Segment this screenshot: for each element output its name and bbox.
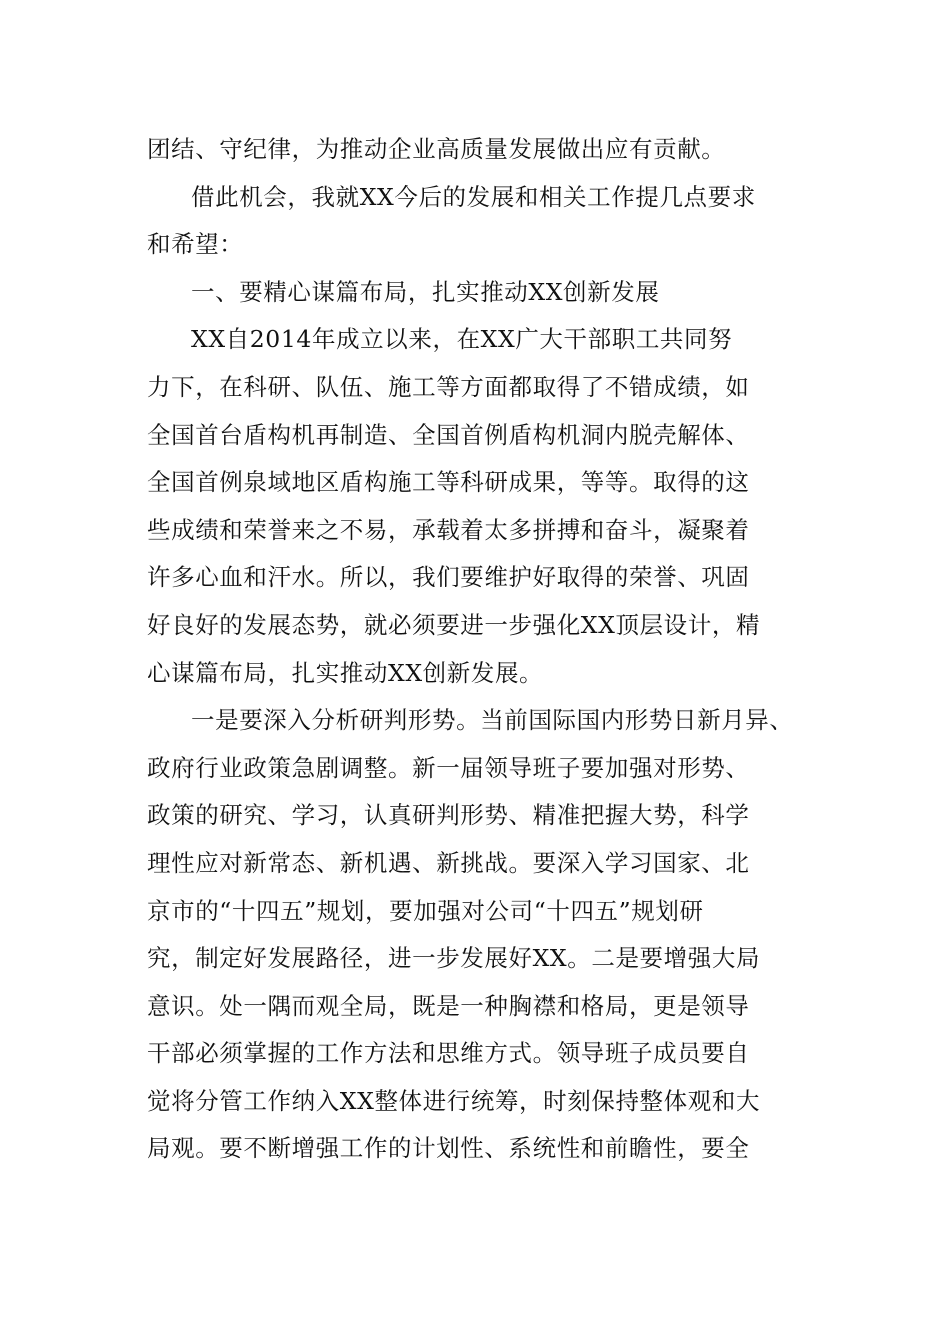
text-line: 政策的研究、学习，认真研判形势、精准把握大势，科学 — [147, 801, 750, 830]
text-line: 京市的“十四五”规划，要加强对公司“十四五”规划研 — [147, 896, 704, 925]
text-line: XX自2014年成立以来，在XX广大干部职工共同努 — [191, 325, 733, 354]
text-line: 一是要深入分析研判形势。当前国际国内形势日新月异、 — [191, 706, 794, 735]
text-line: 借此机会，我就XX今后的发展和相关工作提几点要求 — [191, 182, 756, 211]
document-page — [147, 126, 837, 1173]
text-line: 政府行业政策急剧调整。新一届领导班子要加强对形势、 — [147, 753, 750, 782]
text-line: 局观。要不断增强工作的计划性、系统性和前瞻性，要全 — [147, 1134, 750, 1163]
text-line: 觉将分管工作纳入XX整体进行统筹，时刻保持整体观和大 — [147, 1086, 761, 1115]
text-line: 和希望： — [147, 230, 244, 259]
text-line: 全国首例泉域地区盾构施工等科研成果，等等。取得的这 — [147, 468, 750, 497]
text-line: 团结、守纪律，为推动企业高质量发展做出应有贡献。 — [147, 135, 726, 163]
text-line: 意识。处一隅而观全局，既是一种胸襟和格局，更是领导 — [147, 991, 750, 1020]
section-heading: 一、要精心谋篇布局，扎实推动XX创新发展 — [191, 277, 660, 306]
text-line: 理性应对新常态、新机遇、新挑战。要深入学习国家、北 — [147, 848, 750, 877]
text-line: 些成绩和荣誉来之不易，承载着太多拼搏和奋斗，凝聚着 — [147, 515, 750, 544]
text-line: 力下，在科研、队伍、施工等方面都取得了不错成绩，如 — [147, 372, 750, 401]
text-line: 好良好的发展态势，就必须要进一步强化XX顶层设计，精 — [147, 610, 761, 639]
text-line: 干部必须掌握的工作方法和思维方式。领导班子成员要自 — [147, 1039, 750, 1068]
text-line: 全国首台盾构机再制造、全国首例盾构机洞内脱壳解体、 — [147, 420, 750, 449]
text-line: 心谋篇布局，扎实推动XX创新发展。 — [147, 658, 544, 687]
text-line: 究，制定好发展路径，进一步发展好XX。二是要增强大局 — [147, 944, 761, 973]
text-line: 许多心血和汗水。所以，我们要维护好取得的荣誉、巩固 — [147, 563, 750, 592]
